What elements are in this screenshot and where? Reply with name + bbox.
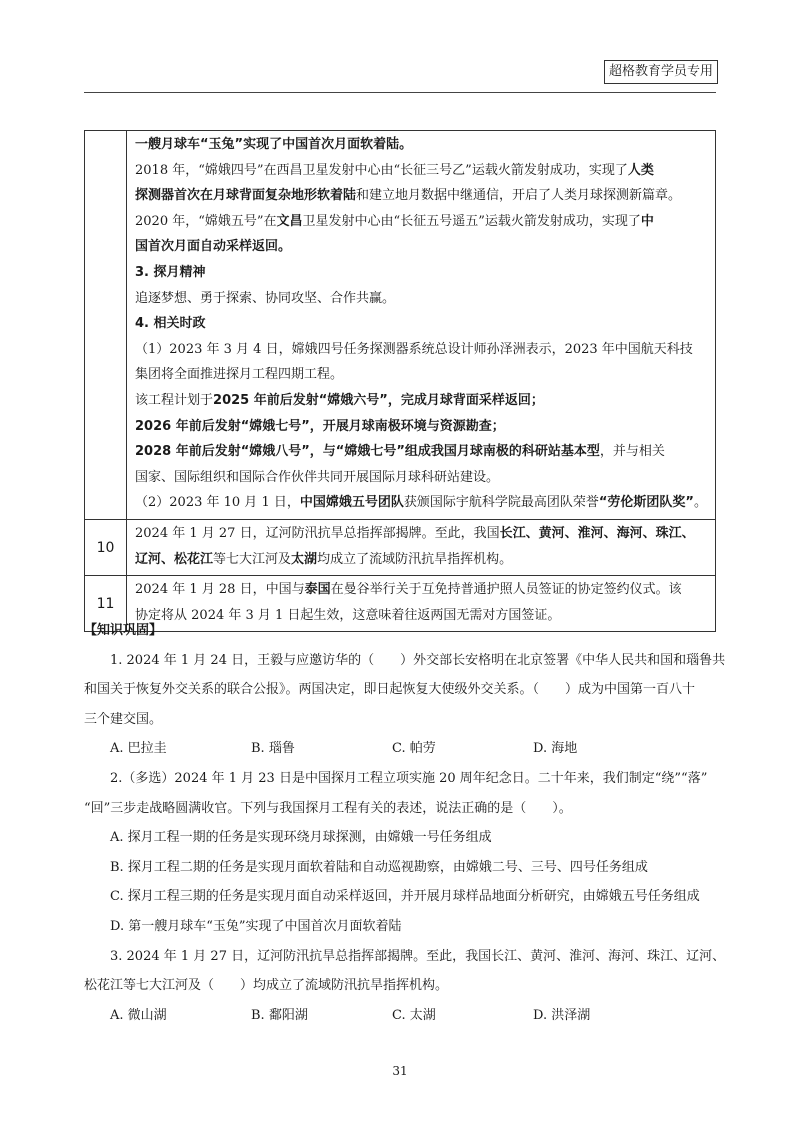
option-a: A. 微山湖 — [110, 1007, 167, 1023]
question-3-line: 松花江等七大江河及（ ）均成立了流域防汛抗旱指挥机构。 — [84, 978, 449, 994]
text-bold: “劳伦斯团队奖” — [598, 495, 694, 511]
text-line — [135, 490, 707, 516]
text-line — [135, 337, 707, 363]
option-d: D. 海地 — [533, 741, 578, 757]
page-number: 31 — [392, 1064, 408, 1078]
option-d: D. 洪泽湖 — [533, 1007, 591, 1023]
option-b: B. 瑙鲁 — [251, 741, 295, 757]
header-rule — [84, 92, 716, 93]
text: 在曼谷举行关于互免持普通护照人员签证的协定签约仪式。该 — [330, 582, 682, 598]
option-c: C. 太湖 — [392, 1007, 436, 1023]
row-content — [127, 519, 716, 575]
text: 协定将从 2024 年 3 月 1 日起生效，这意味着往返两国无需对方国签证。 — [135, 607, 561, 623]
text-bold: 太湖 — [291, 551, 318, 567]
text-line — [135, 209, 707, 235]
option-d: D. 第一艘月球车“玉兔”实现了中国首次月面软着陆 — [110, 918, 402, 934]
practice-section — [84, 616, 724, 1030]
text-line — [135, 414, 707, 440]
text-bold: 2026 年前后发射“嫦娥七号”，开展月球南极环境与资源勘查； — [135, 418, 505, 434]
text-line — [135, 439, 707, 465]
text: 2024 年 1 月 27 日，辽河防汛抗旱总指挥部揭牌。至此，我国 — [135, 525, 500, 541]
row-number-empty — [85, 131, 127, 520]
text: 2024 年 1 月 28 日，中国与 — [135, 582, 305, 598]
text: （1）2023 年 3 月 4 日，嫦娥四号任务探测器系统总设计师孙泽洲表示，2023 年中国航天科技 — [135, 341, 693, 357]
text-bold: 泰国 — [304, 582, 331, 598]
text: 该工程计划于 — [135, 392, 214, 408]
text-line — [135, 465, 707, 491]
subheading-text: 4. 相关时政 — [135, 316, 206, 332]
subheading-text: 3. 探月精神 — [135, 264, 206, 280]
text-line — [135, 521, 707, 547]
text: 2020 年，“嫦娥五号”在 — [135, 213, 277, 229]
text-bold: 辽河、松花江 — [135, 551, 214, 567]
text-line — [135, 132, 707, 158]
option-b: B. 探月工程二期的任务是实现月面软着陆和自动巡视勘察，由嫦娥二号、三号、四号任务组成 — [110, 859, 648, 875]
text: 。 — [693, 495, 707, 511]
question-1-line: 1. 2024 年 1 月 24 日，王毅与应邀访华的（ ）外交部长安格明在北京签署《中华人民共和国和瑙鲁共 — [110, 652, 726, 668]
text-bold: 长江、黄河、淮河、海河、珠江、 — [499, 525, 695, 541]
row-number: 11 — [85, 576, 127, 632]
text: （2）2023 年 10 月 1 日， — [135, 495, 300, 511]
option-c: C. 帕劳 — [392, 741, 436, 757]
text-line — [135, 362, 707, 388]
question-1-line: 三个建交国。 — [84, 711, 163, 727]
text-bold: 中 — [640, 213, 654, 229]
header-stamp: 超格教育学员专用 — [604, 60, 718, 84]
text: 追逐梦想、勇于探索、协同攻坚、合作共赢。 — [135, 290, 396, 306]
question-2-line: 2.（多选）2024 年 1 月 23 日是中国探月工程立项实施 20 周年纪念日。二十年来，我们制定“绕”“落” — [110, 770, 708, 786]
text-bold: 2025 年前后发射“嫦娥六号”，完成月球背面采样返回； — [213, 392, 544, 408]
text: 集团将全面推进探月工程四期工程。 — [135, 367, 344, 383]
text: 均成立了流域防汛抗旱指挥机构。 — [317, 551, 513, 567]
text: 卫星发射中心由“长征五号遥五”运载火箭发射成功，实现了 — [302, 213, 641, 229]
text: 国家、国际组织和国际合作伙伴共同开展国际月球科研站建设。 — [135, 469, 500, 485]
text-line — [135, 547, 707, 573]
table-row-continued — [85, 131, 716, 520]
table-row-10 — [85, 519, 716, 575]
text-bold: 探测器首次在月球背面复杂地形软着陆 — [135, 188, 357, 204]
text-line — [135, 234, 707, 260]
row-number: 10 — [85, 519, 127, 575]
text-line — [135, 183, 707, 209]
text-bold: 国首次月面自动采样返回。 — [135, 239, 292, 255]
text-bold: 中国嫦娥五号团队 — [299, 495, 404, 511]
text-line — [135, 388, 707, 414]
question-1-line: 和国关于恢复外交关系的联合公报》。两国决定，即日起恢复大使级外交关系。（ ）成为中国第一百八十 — [84, 682, 696, 698]
text: 等七大江河及 — [213, 551, 292, 567]
text-line — [135, 577, 707, 603]
subheading — [135, 311, 707, 337]
knowledge-table — [84, 130, 716, 632]
question-3-options — [84, 1001, 724, 1031]
text-line — [135, 158, 707, 184]
text: 获颁国际宇航科学院最高团队荣誉 — [403, 495, 599, 511]
question-3-line: 3. 2024 年 1 月 27 日，辽河防汛抗旱总指挥部揭牌。至此，我国长江、黄河、淮河、海河、珠江、辽河、 — [110, 948, 726, 964]
text-line — [135, 286, 707, 312]
text: ，并与相关 — [599, 444, 665, 460]
option-c: C. 探月工程三期的任务是实现月面自动采样返回，并开展月球样品地面分析研究，由嫦娥五号任务组成 — [110, 889, 700, 905]
option-a: A. 探月工程一期的任务是实现环绕月球探测，由嫦娥一号任务组成 — [110, 830, 492, 846]
option-b: B. 鄱阳湖 — [251, 1007, 308, 1023]
row-content — [127, 131, 716, 520]
text-bold: 一艘月球车“玉兔”实现了中国首次月面软着陆。 — [135, 137, 413, 152]
section-title: 【知识巩固】 — [84, 623, 163, 638]
text: 2018 年，“嫦娥四号”在西昌卫星发射中心由“长征三号乙”运载火箭发射成功，实现了 — [135, 162, 628, 178]
text-bold: 人类 — [627, 162, 654, 178]
text-bold: 2028 年前后发射“嫦娥八号”，与“嫦娥七号”组成我国月球南极的科研站基本型 — [135, 444, 600, 460]
subheading — [135, 260, 707, 286]
text-bold: 文昌 — [276, 213, 303, 229]
text: 和建立地月数据中继通信，开启了人类月球探测新篇章。 — [356, 188, 682, 204]
question-1-options — [84, 734, 724, 764]
question-2-line: “回”三步走战略圆满收官。下列与我国探月工程有关的表述，说法正确的是（ ）。 — [84, 800, 572, 816]
option-a: A. 巴拉圭 — [110, 741, 167, 757]
